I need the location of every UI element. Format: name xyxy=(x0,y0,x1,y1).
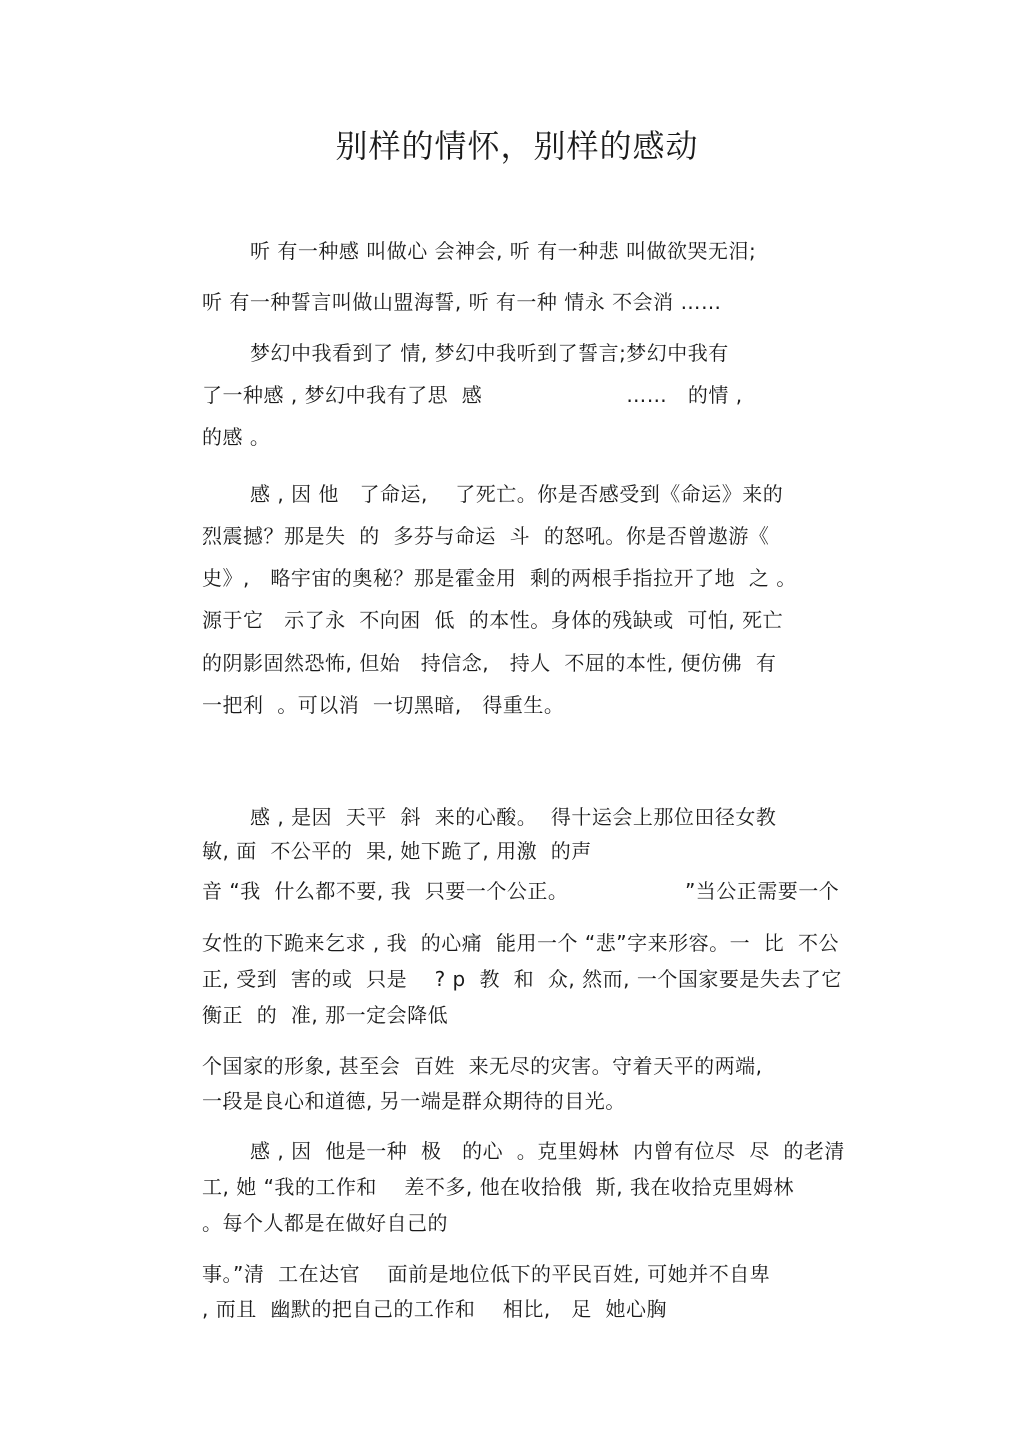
paragraph-line: 个国家的形象, 甚至会 百姓 来无尽的灾害。守着天平的两端, xyxy=(202,1054,763,1078)
page-title: 别样的情怀，别样的感动 xyxy=(335,127,699,165)
paragraph-line: 事。”清 工在达官 面前是地位低下的平民百姓, 可她并不自卑 xyxy=(202,1262,771,1286)
paragraph-line: 的感 。 xyxy=(202,425,271,449)
paragraph-line: 源于它 示了永 不向困 低 的本性。身体的残缺或 可怕, 死亡 xyxy=(202,608,784,632)
paragraph-line: 正, 受到 害的或 只是 ? p 教 和 众, 然而, 一个国家要是失去了它 xyxy=(202,967,842,991)
paragraph-line: 听 有一种誓言叫做山盟海誓, 听 有一种 情永 不会消 …… xyxy=(202,290,722,314)
paragraph-line: 了一种感 , 梦幻中我有了思 感 …… 的情 , xyxy=(202,383,743,407)
paragraph-line: 感 , 因 他 了命运, 了死亡。你是否感受到《命运》来的 xyxy=(250,482,784,506)
paragraph-line: 感 , 是因 天平 斜 来的心酸。 得十运会上那位田径女教 xyxy=(250,805,777,829)
paragraph-line: 。每个人都是在做好自己的 xyxy=(202,1211,448,1235)
paragraph-line: 一把利 。可以消 一切黑暗, 得重生。 xyxy=(202,693,565,717)
paragraph-line: 工, 她 “我的工作和 差不多, 他在收拾俄 斯, 我在收拾克里姆林 xyxy=(202,1175,795,1199)
paragraph-line: , 而且 幽默的把自己的工作和 相比, 足 她心胸 xyxy=(202,1297,668,1321)
paragraph-line: 音 “我 什么都不要, 我 只要一个公正。 ”当公正需要一个 xyxy=(202,879,840,903)
paragraph-line: 烈震撼？那是失 的 多芬与命运 斗 的怒吼。你是否曾遨游《 xyxy=(202,524,770,548)
paragraph-line: 的阴影固然恐怖, 但始 持信念, 持人 不屈的本性, 便仿佛 有 xyxy=(202,651,777,675)
paragraph-line: 衡正 的 准, 那一定会降低 xyxy=(202,1003,449,1027)
paragraph-line: 敏, 面 不公平的 果, 她下跪了, 用激 的声 xyxy=(202,839,592,863)
paragraph-line: 女性的下跪来乞求 , 我 的心痛 能用一个 “悲”字来形容。一 比 不公 xyxy=(202,931,840,955)
paragraph-line: 感 , 因 他是一种 极 的心 。克里姆林 内曾有位尽 尽 的老清 xyxy=(250,1139,845,1163)
paragraph-line: 一段是良心和道德, 另一端是群众期待的目光。 xyxy=(202,1089,626,1113)
paragraph-line: 梦幻中我看到了 情, 梦幻中我听到了誓言;梦幻中我有 xyxy=(250,341,729,365)
paragraph-line: 听 有一种感 叫做心 会神会, 听 有一种悲 叫做欲哭无泪; xyxy=(250,239,757,263)
paragraph-line: 史》, 略宇宙的奥秘？那是霍金用 剩的两根手指拉开了地 之 。 xyxy=(202,566,797,590)
